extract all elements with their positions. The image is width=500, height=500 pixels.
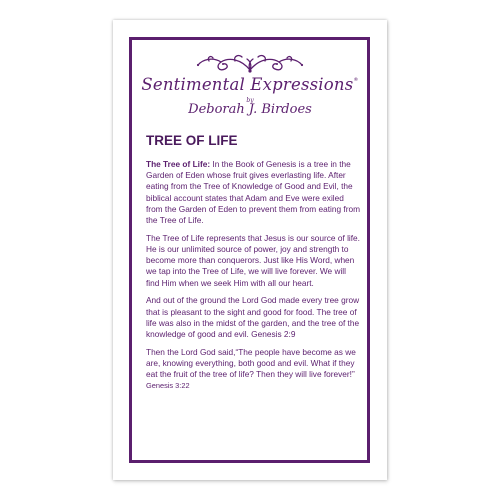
paragraph-3: And out of the ground the Lord God made every tree grow that is pleasant to the sight and good for food. The tree of life was also in the midst of the garden, and the tree of the knowledge of good and evil. Genesis 2:9 bbox=[146, 295, 360, 340]
paragraph-1 bbox=[146, 159, 360, 226]
paragraph-4-text: Then the Lord God said,“The people have become as we are, knowing everything, both good and evil. What if they eat the fruit of the tree of life? Then they will live forever!” bbox=[146, 346, 356, 380]
paragraph-1-text: In the Book of Genesis is a tree in the Garden of Eden whose fruit gives everlasting life. After eating from the Tree of Knowledge of Good and Evil, the biblical account states that Adam and Eve were exiled from the Garden of Eden to prevent them from eating from the Tree of Life. bbox=[146, 159, 360, 226]
paragraph-2: The Tree of Life represents that Jesus is our source of life. He is our unlimited source of power, joy and strength to become more than conquerors. Just like His Word, when we tap into the Tree of Life, we will live forever. We will find Him when we seek Him with all our heart. bbox=[146, 232, 360, 288]
info-card bbox=[113, 20, 387, 480]
brand-logo bbox=[113, 53, 387, 133]
brand-title-text: Sentimental Expressions bbox=[141, 75, 354, 94]
card-heading: TREE OF LIFE bbox=[146, 133, 238, 148]
trademark-symbol: ® bbox=[353, 77, 359, 83]
flourish-ornament-icon bbox=[195, 53, 305, 75]
card-body bbox=[146, 159, 360, 398]
paragraph-4 bbox=[146, 347, 360, 392]
brand-title bbox=[113, 75, 387, 94]
scripture-reference: Genesis 3:22 bbox=[146, 381, 190, 391]
brand-by: by bbox=[246, 97, 254, 104]
paragraph-1-lead: The Tree of Life: bbox=[146, 159, 211, 169]
brand-author: Deborah J. Birdoes bbox=[188, 102, 312, 117]
